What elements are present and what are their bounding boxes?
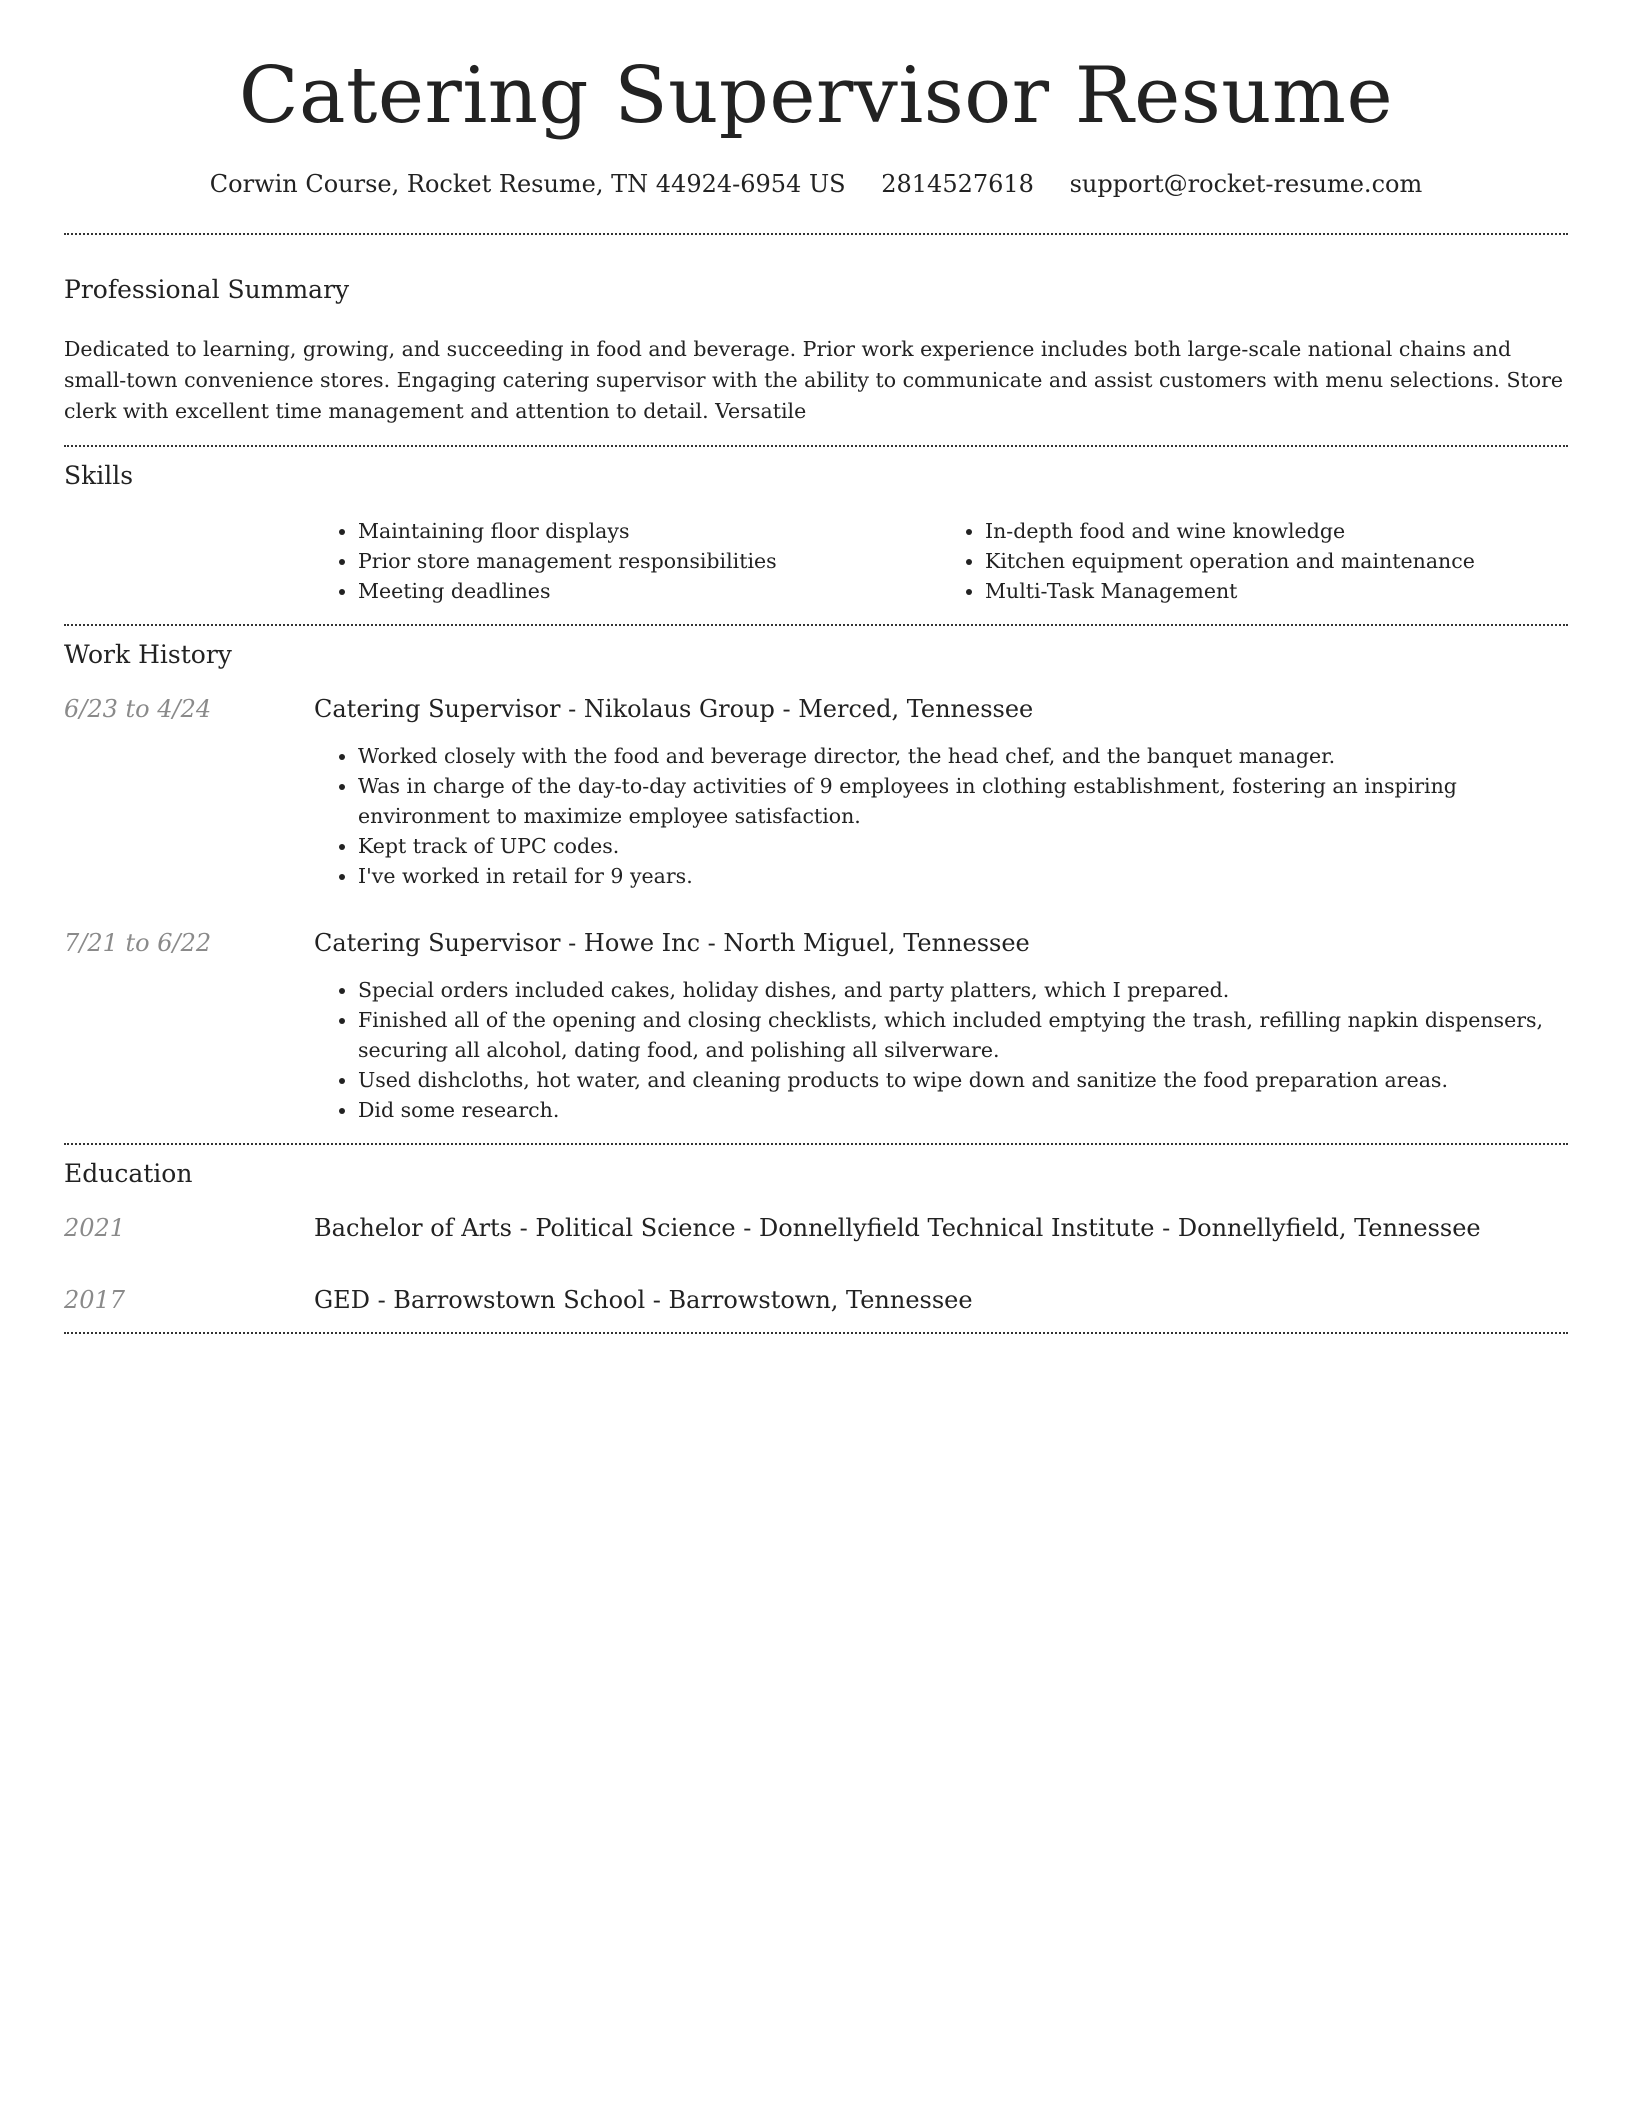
summary-heading: Professional Summary	[64, 274, 350, 304]
job-bullet: • Did some research.	[358, 1095, 1568, 1125]
job-dates: 7/21 to 6/22	[64, 928, 212, 957]
job-bullet: • I've worked in retail for 9 years.	[358, 861, 1568, 891]
education-year: 2017	[64, 1285, 126, 1314]
divider	[64, 1332, 1568, 1334]
job-bullet: • Worked closely with the food and beverage director, the head chef, and the banquet manager.	[358, 741, 1568, 771]
job-bullet: • Finished all of the opening and closing checklists, which included emptying the trash, refilling napkin dispensers, securing all alcohol, dating food, and polishing all silverware.	[358, 1005, 1568, 1065]
job-dates: 6/23 to 4/24	[64, 694, 212, 723]
work-section	[64, 626, 1568, 1143]
job-bullets	[314, 975, 1568, 1125]
education-year: 2021	[64, 1213, 126, 1242]
job-bullets	[314, 741, 1568, 891]
job-entry	[64, 695, 1568, 891]
education-entry	[64, 1214, 1568, 1242]
skills-list-left	[314, 516, 941, 606]
job-bullet: • Used dishcloths, hot water, and cleaning products to wipe down and sanitize the food preparation areas.	[358, 1065, 1568, 1095]
job-title: Catering Supervisor - Howe Inc - North Miguel, Tennessee	[314, 928, 1030, 957]
education-heading: Education	[64, 1158, 193, 1188]
work-heading: Work History	[64, 639, 232, 669]
skill-item: • In-depth food and wine knowledge	[985, 516, 1568, 546]
contact-email: support@rocket-resume.com	[1069, 169, 1423, 198]
job-header	[64, 695, 1568, 723]
education-entry	[64, 1286, 1568, 1314]
skills-columns	[314, 516, 1568, 606]
skill-item: • Prior store management responsibilities	[358, 546, 941, 576]
skill-item: • Kitchen equipment operation and maintenance	[985, 546, 1568, 576]
skill-item: • Multi-Task Management	[985, 576, 1568, 606]
job-bullet: • Kept track of UPC codes.	[358, 831, 1568, 861]
education-section	[64, 1145, 1568, 1332]
skill-item: • Meeting deadlines	[358, 576, 941, 606]
job-header	[64, 929, 1568, 957]
contact-address: Corwin Course, Rocket Resume, TN 44924-6954 US	[209, 169, 846, 198]
contact-line	[64, 170, 1568, 199]
skill-item: • Maintaining floor displays	[358, 516, 941, 546]
job-bullet: • Special orders included cakes, holiday dishes, and party platters, which I prepared.	[358, 975, 1568, 1005]
job-bullet: • Was in charge of the day-to-day activities of 9 employees in clothing establishment, fostering an inspiring environment to maximize employee satisfaction.	[358, 771, 1568, 831]
skills-list-right	[941, 516, 1568, 606]
skills-section	[64, 447, 1568, 624]
education-title: Bachelor of Arts - Political Science - Donnellyfield Technical Institute - Donnellyfield, Tennessee	[314, 1213, 1481, 1242]
skills-heading: Skills	[64, 460, 134, 490]
education-title: GED - Barrowstown School - Barrowstown, Tennessee	[314, 1285, 973, 1314]
resume-header	[64, 0, 1568, 199]
summary-section	[64, 235, 1568, 445]
job-entry	[64, 929, 1568, 1125]
job-title: Catering Supervisor - Nikolaus Group - Merced, Tennessee	[314, 694, 1034, 723]
resume-title: Catering Supervisor Resume	[238, 51, 1394, 141]
summary-text: Dedicated to learning, growing, and succeeding in food and beverage. Prior work experience includes both large-scale national chains and small-town convenience stores. Engaging catering supervisor with the ability to communicate and assist customers with menu selections. Store clerk with excellent time management and attention to detail. Versatile	[64, 336, 1564, 423]
contact-phone: 2814527618	[881, 169, 1034, 198]
